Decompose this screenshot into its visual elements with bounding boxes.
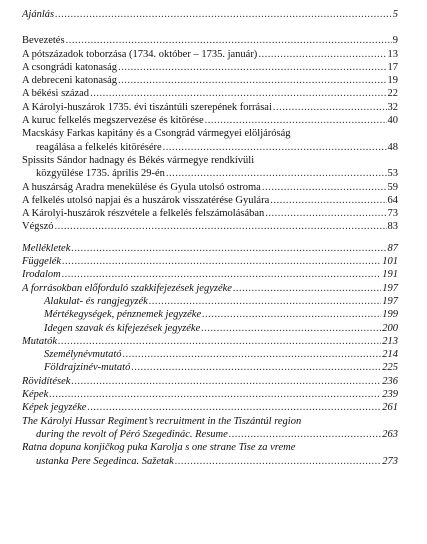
- leader-dots: [131, 361, 381, 374]
- toc-entry-page: 200: [382, 322, 398, 334]
- leader-dots: [175, 455, 381, 468]
- toc-entry-multiline[interactable]: [22, 415, 398, 442]
- toc-entry-title: Mellékletek: [22, 242, 71, 254]
- toc-entry-title: A békési század: [22, 88, 90, 100]
- toc-entry-page: 213: [382, 335, 398, 347]
- toc-subentry[interactable]: [22, 361, 398, 374]
- leader-dots: [118, 61, 386, 74]
- toc-entry-preface[interactable]: [22, 8, 398, 21]
- toc-entry-title-line2: during the revolt of Péró Szegedinác. Resume: [36, 428, 228, 440]
- toc-entry-page: 197: [382, 295, 398, 307]
- leader-dots: [205, 114, 387, 127]
- leader-dots: [273, 101, 387, 114]
- toc-entry-page: 19: [387, 75, 398, 87]
- leader-dots: [202, 308, 381, 321]
- leader-dots: [87, 401, 381, 414]
- leader-dots: [166, 167, 387, 180]
- toc-entry-multiline[interactable]: [22, 441, 398, 468]
- toc-entry-page: 48: [387, 141, 398, 153]
- toc-entry-page: 32: [387, 101, 398, 113]
- toc-entry-title: A debreceni katonaság: [22, 75, 118, 87]
- toc-entry-title: A Károlyi-huszárok 1735. évi tiszántúli szerepének forrásai: [22, 101, 272, 113]
- leader-dots: [71, 242, 386, 255]
- toc-entry[interactable]: [22, 48, 398, 61]
- leader-dots: [229, 428, 381, 441]
- toc-entry-page: 87: [387, 242, 398, 254]
- toc-entry[interactable]: [22, 242, 398, 255]
- toc-entry-page: 59: [387, 181, 398, 193]
- toc-entry[interactable]: [22, 114, 398, 127]
- toc-entry-title: Irodalom: [22, 269, 61, 281]
- toc-entry[interactable]: [22, 255, 398, 268]
- toc-entry[interactable]: [22, 34, 398, 47]
- toc-entry[interactable]: [22, 61, 398, 74]
- leader-dots: [55, 8, 392, 21]
- leader-dots: [163, 141, 387, 154]
- toc-entry-title-line1: Macskásy Farkas kapitány és a Csongrád vármegyei elöljáróság: [22, 128, 291, 140]
- toc-subentry[interactable]: [22, 308, 398, 321]
- toc-entry-title: Földrajzinév-mutató: [44, 362, 131, 374]
- toc-entry-page: 261: [382, 402, 398, 414]
- toc-entry-page: 236: [382, 375, 398, 387]
- toc-entry[interactable]: [22, 181, 398, 194]
- leader-dots: [201, 322, 381, 335]
- toc-entry-title: A felkelés utolsó napjai és a huszárok visszatérése Gyulára: [22, 194, 270, 206]
- leader-dots: [149, 295, 381, 308]
- toc-entry-title-line2: közgyűlése 1735. április 29-én: [36, 168, 165, 180]
- toc-entry-title-line1: The Károlyi Hussar Regiment’s recruitment in the Tiszántúl region: [22, 415, 302, 427]
- toc-entry-title: Bevezetés: [22, 35, 65, 47]
- toc-entry[interactable]: [22, 220, 398, 233]
- leader-dots: [58, 335, 381, 348]
- leader-dots: [233, 282, 381, 295]
- toc-entry[interactable]: [22, 268, 398, 281]
- toc-entry-page: 191: [382, 269, 398, 281]
- toc-entry[interactable]: [22, 375, 398, 388]
- toc-entry-page: 197: [382, 282, 398, 294]
- toc-entry[interactable]: [22, 335, 398, 348]
- toc-entry-title-line1: Ratna dopuna konjičkog puka Karolja s one strane Tise za vreme: [22, 442, 296, 454]
- toc-entry-page: 5: [392, 9, 398, 20]
- toc-entry[interactable]: [22, 87, 398, 100]
- toc-entry[interactable]: [22, 194, 398, 207]
- toc-entry-title: A csongrádi katonaság: [22, 61, 118, 73]
- toc-entry-title: A kuruc felkelés megszervezése és kitörése: [22, 115, 204, 127]
- leader-dots: [62, 268, 382, 281]
- toc-entry-title: A forrásokban előforduló szakkifejezések jegyzéke: [22, 282, 232, 294]
- toc-entry-title: Rövidítések: [22, 375, 71, 387]
- toc-entry[interactable]: [22, 207, 398, 220]
- spacer: [22, 234, 398, 242]
- toc-entry-title-line2: reagálása a felkelés kitörésére: [36, 141, 162, 153]
- toc-entry[interactable]: [22, 282, 398, 295]
- toc-entry-page: 64: [387, 194, 398, 206]
- toc-entry-page: 263: [382, 428, 398, 440]
- toc-entry-title: Mutatók: [22, 335, 57, 347]
- toc-entry-page: 83: [387, 221, 398, 233]
- toc-entry-title: A pótszázadok toborzása (1734. október – 1735. január): [22, 48, 258, 60]
- toc-entry-title: Személynévmutató: [44, 349, 122, 361]
- leader-dots: [49, 388, 381, 401]
- toc-entry-title: Képek jegyzéke: [22, 402, 87, 414]
- toc-entry-title: Képek: [22, 389, 49, 401]
- table-of-contents: [22, 8, 398, 468]
- toc-entry[interactable]: [22, 101, 398, 114]
- toc-entry-title-line1: Spissits Sándor hadnagy és Békés vármegye rendkívüli: [22, 154, 255, 166]
- toc-entry-page: 13: [387, 48, 398, 60]
- toc-entry-page: 73: [387, 208, 398, 220]
- toc-subentry[interactable]: [22, 295, 398, 308]
- leader-dots: [66, 34, 392, 47]
- toc-entry[interactable]: [22, 388, 398, 401]
- leader-dots: [262, 181, 387, 194]
- leader-dots: [270, 194, 386, 207]
- toc-subentry[interactable]: [22, 348, 398, 361]
- leader-dots: [90, 87, 386, 100]
- toc-entry-multiline[interactable]: [22, 154, 398, 181]
- toc-entry-title: Ajánlás: [22, 9, 55, 20]
- toc-entry-title: Idegen szavak és kifejezések jegyzéke: [44, 322, 201, 334]
- leader-dots: [258, 48, 386, 61]
- leader-dots: [123, 348, 382, 361]
- toc-entry-page: 225: [382, 362, 398, 374]
- toc-entry-page: 40: [387, 115, 398, 127]
- toc-entry-title: A huszárság Aradra menekülése és Gyula utolsó ostroma: [22, 181, 261, 193]
- toc-entry-title: Mértékegységek, pénznemek jegyzéke: [44, 309, 202, 321]
- toc-entry-page: 273: [382, 455, 398, 467]
- toc-entry-title: A Károlyi-huszárok részvétele a felkelés felszámolásában: [22, 208, 265, 220]
- toc-entry-page: 101: [382, 256, 398, 268]
- toc-entry-page: 17: [387, 61, 398, 73]
- toc-entry-title: Végszó: [22, 221, 54, 233]
- leader-dots: [265, 207, 386, 220]
- leader-dots: [55, 220, 387, 233]
- leader-dots: [71, 375, 381, 388]
- toc-entry-page: 9: [392, 35, 398, 47]
- leader-dots: [118, 74, 386, 87]
- leader-dots: [62, 255, 381, 268]
- toc-entry[interactable]: [22, 74, 398, 87]
- toc-entry-title: Függelék: [22, 256, 62, 268]
- toc-entry-page: 239: [382, 389, 398, 401]
- toc-entry-page: 53: [387, 168, 398, 180]
- toc-entry-page: 199: [382, 309, 398, 321]
- toc-entry-page: 214: [382, 349, 398, 361]
- spacer: [22, 21, 398, 34]
- toc-entry[interactable]: [22, 401, 398, 414]
- toc-entry-page: 22: [387, 88, 398, 100]
- toc-subentry[interactable]: [22, 322, 398, 335]
- toc-entry-title: Alakulat- és rangjegyzék: [44, 295, 148, 307]
- toc-entry-title-line2: ustanka Pere Segedinca. Sažetak: [36, 455, 174, 467]
- toc-entry-multiline[interactable]: [22, 127, 398, 154]
